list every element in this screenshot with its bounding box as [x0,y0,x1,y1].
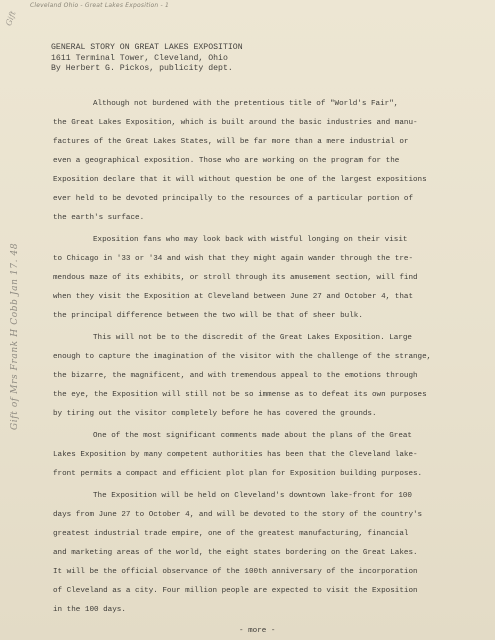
document-header [51,43,243,75]
body-line: the Great Lakes Exposition, which is built around the basic industries and manu- [53,119,418,127]
body-line: enough to capture the imagination of the visitor with the challenge of the strange, [53,353,432,361]
body-line: when they visit the Exposition at Cleveland between June 27 and October 4, that [53,293,414,301]
body-line: One of the most significant comments made about the plans of the Great [93,432,412,440]
body-line: the eye, the Exposition will still not be so immense as to defeat its own purposes [53,391,427,399]
body-line: the earth's surface. [53,214,145,222]
body-line: The Exposition will be held on Cleveland's downtown lake-front for 100 [93,492,412,500]
body-line: front permits a compact and efficient plot plan for Exposition building purposes. [53,470,423,478]
body-line: Exposition declare that it will without question be one of the largest expositions [53,176,427,184]
body-line: This will not be to the discredit of the Great Lakes Exposition. Large [93,334,412,342]
body-line: in the 100 days. [53,606,126,614]
document-byline: By Herbert G. Pickos, publicity dept. [51,64,233,74]
body-line: mendous maze of its exhibits, or stroll through its amusement section, will find [53,274,418,282]
body-line: Lakes Exposition by many competent authorities has been that the Cleveland lake- [53,451,418,459]
body-line: by tiring out the visitor completely before he has covered the grounds. [53,410,377,418]
body-line: ever held to be devoted principally to the resources of a particular portion of [53,195,414,203]
document-address: 1611 Terminal Tower, Cleveland, Ohio [51,53,228,63]
body-line: and marketing areas of the world, the eight states bordering on the Great Lakes. [53,549,418,557]
body-line: to Chicago in '33 or '34 and wish that they might again wander through the tre- [53,255,414,263]
body-line: even a geographical exposition. Those who are working on the program for the [53,157,400,165]
body-line: the principal difference between the two will be that of sheer bulk. [53,312,363,320]
archival-corner-mark: Gift [4,9,18,28]
body-line: Although not burdened with the pretentious title of "World's Fair", [93,100,399,108]
handwritten-gift-note: Gift of Mrs Frank H Cobb Jan 17. 48 [10,242,20,430]
document-title: GENERAL STORY ON GREAT LAKES EXPOSITION [51,43,243,52]
body-line: of Cleveland as a city. Four million people are expected to visit the Exposition [53,587,418,595]
body-line: It will be the official observance of the 100th anniversary of the incorporation [53,568,418,576]
body-line: Exposition fans who may look back with wistful longing on their visit [93,236,408,244]
body-line: days from June 27 to October 4, and will be devoted to the story of the country's [53,511,423,519]
body-line: factures of the Great Lakes States, will be far more than a mere industrial or [53,138,409,146]
body-line: greatest industrial trade empire, one of the greatest manufacturing, financial [53,530,409,538]
continuation-marker: - more - [239,627,276,635]
archival-top-note: Cleveland Ohio - Great Lakes Exposition - 1 [30,2,169,9]
body-line: the bizarre, the magnificent, and with tremendous appeal to the emotions through [53,372,418,380]
